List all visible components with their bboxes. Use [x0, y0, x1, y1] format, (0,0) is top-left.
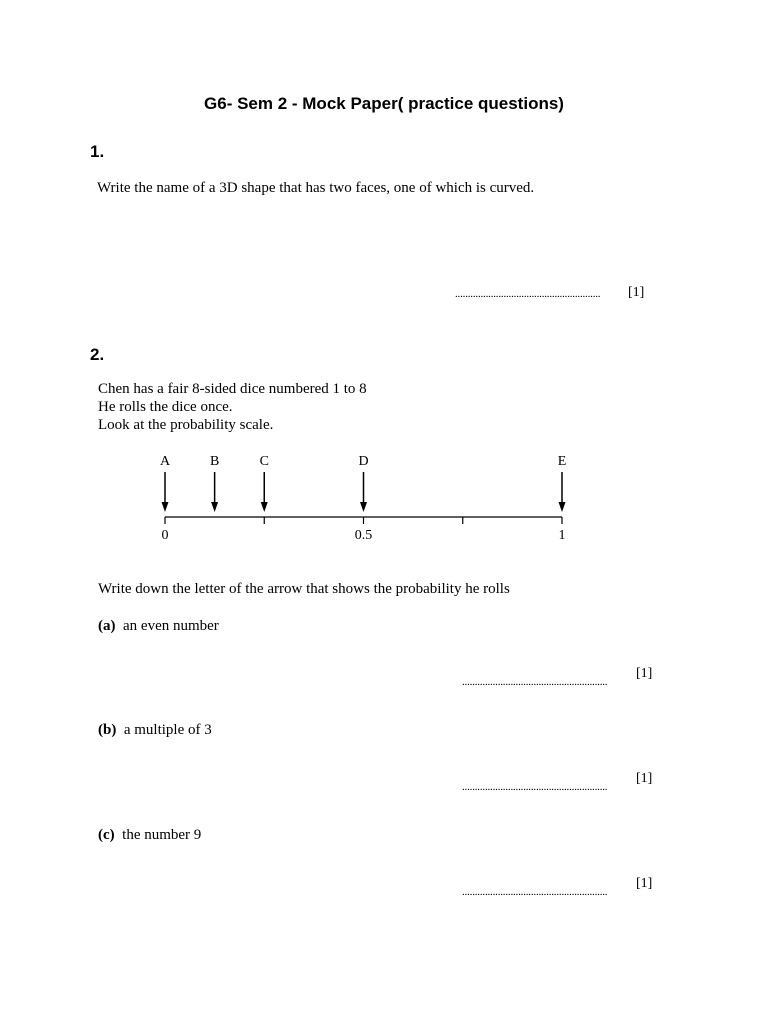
- part-b-answer-line[interactable]: .........................................................: [462, 781, 608, 793]
- arrow-label: E: [557, 454, 567, 469]
- part-a-mark: [1]: [636, 666, 653, 681]
- part-c-question: [98, 826, 201, 844]
- question-1-text: Write the name of a 3D shape that has two faces, one of which is curved.: [97, 180, 535, 196]
- probability-arrow-head: [211, 502, 218, 512]
- probability-arrow-head: [261, 502, 268, 512]
- part-c-answer-line[interactable]: .........................................................: [462, 886, 608, 898]
- arrow-label: C: [259, 454, 269, 469]
- question-2-number: 2.: [90, 345, 105, 364]
- part-c-text: the number 9: [122, 827, 202, 843]
- arrow-label: B: [209, 454, 220, 469]
- question-2-instruction: Write down the letter of the arrow that shows the probability he rolls: [98, 581, 510, 597]
- question-1-number: 1.: [90, 142, 105, 161]
- probability-scale: [0, 440, 768, 550]
- part-a-label: (a): [98, 618, 116, 634]
- probability-arrow-head: [162, 502, 169, 512]
- scale-tick-label: 0.5: [354, 528, 373, 543]
- part-b-text: a multiple of 3: [123, 722, 212, 738]
- part-c-mark: [1]: [636, 876, 653, 891]
- intro-line: He rolls the dice once.: [98, 399, 233, 415]
- question-1-mark: [1]: [628, 285, 645, 300]
- intro-line: Chen has a fair 8-sided dice numbered 1 to 8: [98, 381, 367, 397]
- part-c-label: (c): [98, 827, 115, 843]
- part-a-answer-line[interactable]: .........................................................: [462, 676, 608, 688]
- part-b-mark: [1]: [636, 771, 653, 786]
- part-a-question: [98, 617, 219, 635]
- question-2-intro: [98, 380, 367, 434]
- question-1-answer-line[interactable]: .........................................................: [455, 288, 601, 300]
- scale-tick-label: 1: [558, 528, 566, 543]
- arrow-label: D: [358, 454, 369, 469]
- intro-line: Look at the probability scale.: [98, 417, 274, 433]
- probability-arrow-head: [559, 502, 566, 512]
- part-b-label: (b): [98, 722, 117, 738]
- probability-arrow-head: [360, 502, 367, 512]
- part-a-text: an even number: [123, 618, 219, 634]
- page-title: G6- Sem 2 - Mock Paper( practice questions): [204, 94, 564, 113]
- scale-tick-label: 0: [161, 528, 169, 543]
- part-b-question: [98, 721, 212, 739]
- arrow-label: A: [159, 454, 171, 469]
